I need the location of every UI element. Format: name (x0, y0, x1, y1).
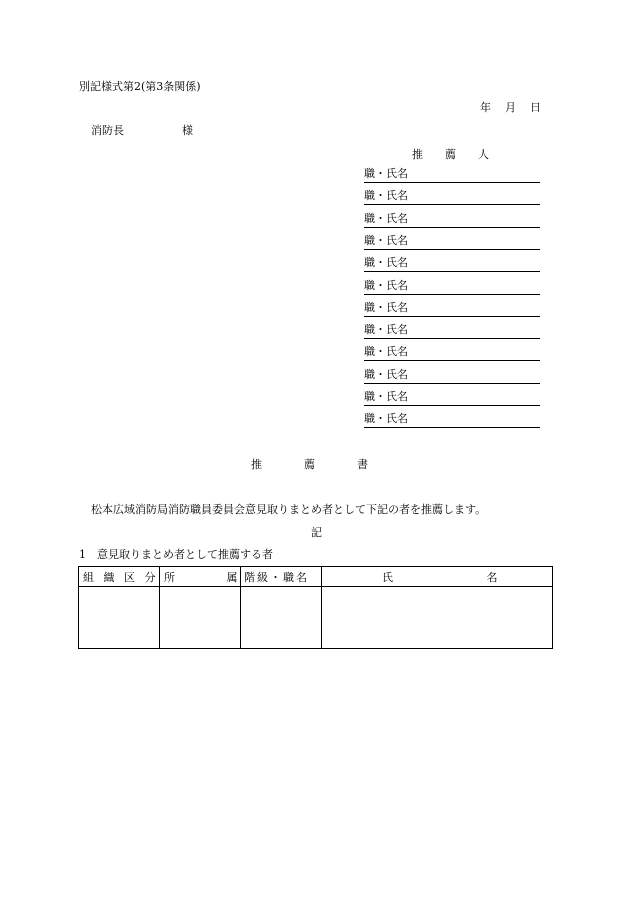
section-1-title: 意見取りまとめ者として推薦する者 (97, 548, 273, 561)
signature-line[interactable]: 職・氏名 (364, 168, 540, 183)
header-name: 氏 名 (322, 567, 553, 587)
signature-line[interactable]: 職・氏名 (364, 324, 540, 339)
signature-line[interactable]: 職・氏名 (364, 413, 540, 428)
form-number: 別記様式第2(第3条関係) (79, 80, 201, 93)
signature-line[interactable]: 職・氏名 (364, 391, 540, 406)
date-day-label: 日 (530, 101, 541, 114)
ki-marker: 記 (311, 526, 322, 539)
signature-line[interactable]: 職・氏名 (364, 235, 540, 250)
section-1-heading (79, 549, 273, 560)
signature-line[interactable]: 職・氏名 (364, 280, 540, 295)
table-cell[interactable] (79, 587, 160, 649)
addressee (91, 125, 193, 136)
table-cell[interactable] (241, 587, 322, 649)
recommender-heading: 推薦人 (412, 148, 511, 161)
section-1-number: 1 (79, 548, 86, 561)
table-row (79, 587, 553, 649)
date-line (480, 102, 541, 113)
signature-line[interactable]: 職・氏名 (364, 369, 540, 384)
date-year-label: 年 (480, 101, 491, 114)
addressee-name: 消防長 (91, 124, 124, 137)
header-affiliation: 所 属 (160, 567, 241, 587)
header-organization-division: 組 織 区 分 (79, 567, 160, 587)
nominee-table (78, 566, 553, 649)
signature-line[interactable]: 職・氏名 (364, 302, 540, 317)
signature-line[interactable]: 職・氏名 (364, 213, 540, 228)
table-cell[interactable] (160, 587, 241, 649)
addressee-honorific: 様 (182, 124, 193, 137)
date-month-label: 月 (505, 101, 516, 114)
table-header-row (79, 567, 553, 587)
table-cell[interactable] (322, 587, 553, 649)
signature-line[interactable]: 職・氏名 (364, 346, 540, 361)
header-rank-position: 階級・職名 (241, 567, 322, 587)
document-title: 推薦書 (251, 458, 410, 471)
signature-line[interactable]: 職・氏名 (364, 190, 540, 205)
recommendation-statement: 松本広域消防局消防職員委員会意見取りまとめ者として下記の者を推薦します。 (91, 503, 487, 516)
signature-line[interactable]: 職・氏名 (364, 257, 540, 272)
